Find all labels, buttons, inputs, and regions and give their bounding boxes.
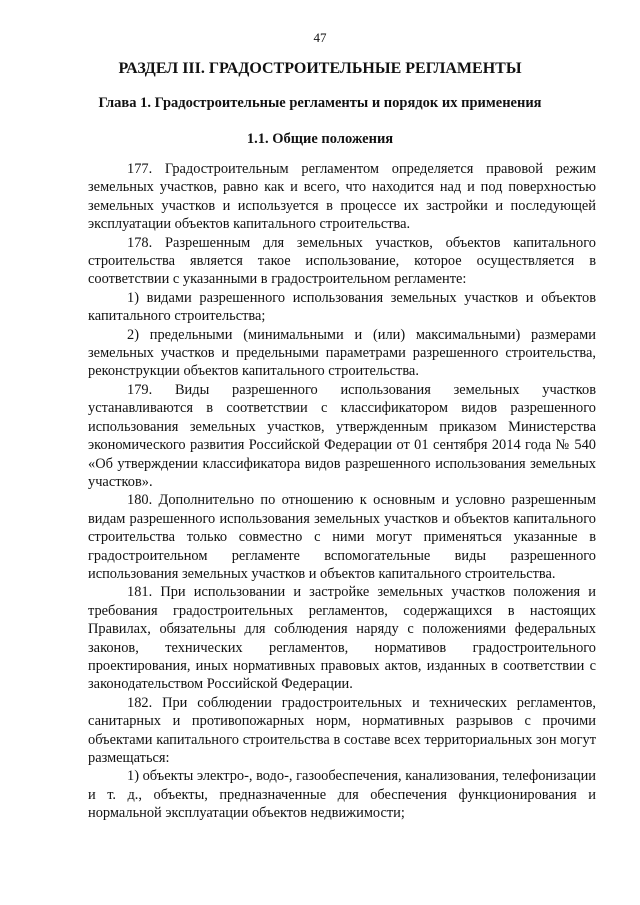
paragraph-179: 179. Виды разрешенного использования земельных участков устанавливаются в соответствии с классификатором видов разрешенного использования земельных участков, утвержденным приказом Министерства экономического развития Российской Федерации от 01 сентября 2014 года № 540 «Об утверждении классификатора видов разрешенного использования земельных участков». — [88, 381, 596, 490]
paragraph-177: 177. Градостроительным регламентом определяется правовой режим земельных участков, равно как и всего, что находится над и под поверхностью земельных участков и используется в процессе их застройки и последующей эксплуатации объектов капитального строительства. — [88, 161, 596, 233]
page-number: 47 — [313, 30, 327, 45]
paragraph-178-item-1: 1) видами разрешенного использования земельных участков и объектов капитального строительства; — [88, 289, 596, 325]
section-title: РАЗДЕЛ III. ГРАДОСТРОИТЕЛЬНЫЕ РЕГЛАМЕНТЫ — [118, 60, 522, 77]
subsection-title: 1.1. Общие положения — [246, 131, 394, 147]
paragraph-182-item-1: 1) объекты электро-, водо-, газообеспечения, канализования, телефонизации и т. д., объекты, предназначенные для обеспечения функционирования и нормальной эксплуатации объектов недвижимости; — [88, 768, 596, 822]
paragraph-181: 181. При использовании и застройке земельных участков положения и требования градостроительных регламентов, содержащихся в настоящих Правилах, обязательны для соблюдения наряду с положениями федеральных законов, технических регламентов, нормативов градостроительного проектирования, иных нормативных правовых актов, изданных в соответствии с законодательством Российской Федерации. — [88, 584, 596, 693]
chapter-title: Глава 1. Градостроительные регламенты и порядок их применения — [98, 95, 542, 111]
paragraph-178-item-2: 2) предельными (минимальными и (или) максимальными) размерами земельных участков и предельными параметрами разрешенного строительства, реконструкции объектов капитального строительства. — [88, 326, 596, 380]
paragraph-180: 180. Дополнительно по отношению к основным и условно разрешенным видам разрешенного использования земельных участков и объектов капитального строительства только совместно с ними могут применяться указанные в градостроительном регламенте вспомогательные виды разрешенного использования земельных участков и объектов капитального строительства. — [88, 492, 596, 582]
paragraph-182: 182. При соблюдении градостроительных и технических регламентов, санитарных и противопожарных норм, нормативных разрывов с прочими объектами капитального строительства в составе всех территориальных зон могут размещаться: — [88, 694, 596, 766]
document-body — [88, 160, 596, 823]
paragraph-178: 178. Разрешенным для земельных участков, объектов капитального строительства является такое использование, которое осуществляется в соответствии с указанными в градостроительном регламенте: — [88, 234, 596, 288]
